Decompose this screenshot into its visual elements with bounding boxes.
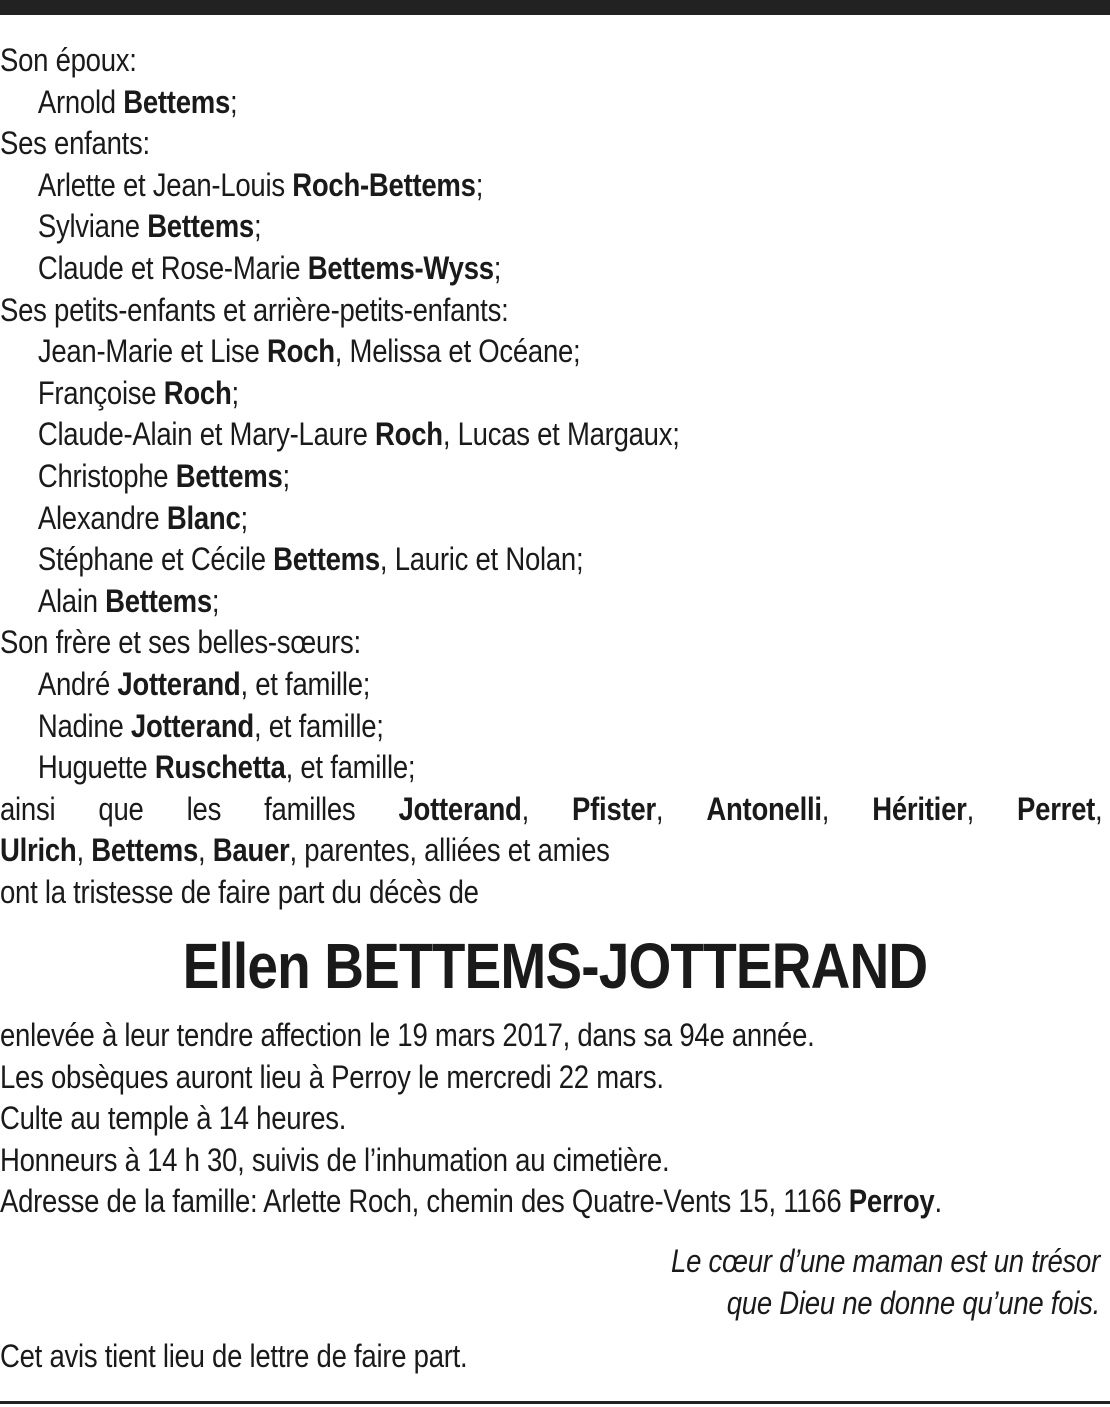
grandchild-after: ; xyxy=(211,582,220,619)
sibling-last: Jotterand xyxy=(130,707,254,744)
address-prefix: Adresse de la famille: Arlette Roch, chemin des Quatre-Vents 15, 1166 xyxy=(0,1183,849,1220)
grandchild-first: Stéphane et Cécile xyxy=(37,541,274,578)
address-town: Perroy xyxy=(848,1183,935,1220)
bottom-border-rule xyxy=(0,1401,1110,1404)
grandchild-first: Christophe xyxy=(37,457,176,494)
families-rest: , parentes, alliées et amies xyxy=(289,832,610,869)
closing-line: Cet avis tient lieu de lettre de faire part. xyxy=(0,1338,468,1374)
spouse-after: ; xyxy=(230,83,238,120)
grandchild-line xyxy=(0,498,949,540)
word: ainsi xyxy=(0,790,56,827)
child-last: Roch-Bettems xyxy=(292,166,476,203)
family-name-group: Jotterand, xyxy=(398,790,529,827)
spouse-first: Arnold xyxy=(37,83,124,120)
families-line-2: Ulrich, Bettems, Bauer, parentes, alliées et amies xyxy=(0,832,610,869)
family-name-group: Perret, xyxy=(1017,790,1103,827)
grandchild-line xyxy=(0,414,949,456)
sibling-first: Huguette xyxy=(37,749,155,786)
deceased-name-heading xyxy=(0,928,1110,1004)
child-first: Claude et Rose-Marie xyxy=(37,249,308,286)
grandchild-first: Alexandre xyxy=(37,499,167,536)
sibling-after: , et famille; xyxy=(240,665,371,702)
sibling-last: Ruschetta xyxy=(154,749,286,786)
spouse-last: Bettems xyxy=(123,83,231,120)
memorial-quote xyxy=(400,1240,1100,1324)
grandchild-after: ; xyxy=(282,457,290,494)
grandchild-last: Blanc xyxy=(166,499,241,536)
sibling-last: Jotterand xyxy=(117,665,241,702)
child-after: ; xyxy=(253,208,262,245)
grandchild-last: Bettems xyxy=(105,582,212,619)
siblings-heading: Son frère et ses belles-sœurs: xyxy=(0,624,361,661)
address-suffix: . xyxy=(934,1183,942,1220)
family-list xyxy=(0,40,1103,913)
sibling-line xyxy=(0,706,949,748)
family-name: Bettems xyxy=(91,832,199,869)
quote-line: Le cœur d’une maman est un trésor xyxy=(671,1243,1100,1279)
grandchild-last: Bettems xyxy=(175,457,283,494)
deceased-name: Ellen BETTEMS-JOTTERAND xyxy=(182,930,928,1002)
spouse-heading: Son époux: xyxy=(0,42,137,78)
grandchild-last: Roch xyxy=(163,374,232,411)
details-block xyxy=(0,1015,1103,1223)
grandchildren-heading: Ses petits-enfants et arrière-petits-enfants: xyxy=(0,291,509,328)
children-heading: Ses enfants: xyxy=(0,125,150,162)
family-name: Jotterand xyxy=(398,790,522,827)
family-name: Antonelli xyxy=(706,790,822,827)
details-line: Les obsèques auront lieu à Perroy le mercredi 22 mars. xyxy=(0,1058,664,1095)
family-name: Bauer xyxy=(212,832,290,869)
grandchild-last: Roch xyxy=(266,333,335,370)
families-line-1 xyxy=(0,789,1103,831)
grandchild-after: ; xyxy=(231,374,239,411)
sibling-first: André xyxy=(37,665,118,702)
child-first: Arlette et Jean-Louis xyxy=(37,166,293,203)
child-line xyxy=(0,165,949,207)
top-border-bar xyxy=(0,0,1110,15)
sibling-first: Nadine xyxy=(37,707,131,744)
details-line: Culte au temple à 14 heures. xyxy=(0,1100,347,1137)
grandchild-last: Roch xyxy=(375,416,443,453)
family-name-group: Héritier, xyxy=(872,790,974,827)
grandchild-line xyxy=(0,331,949,373)
child-after: ; xyxy=(493,249,502,286)
word: les xyxy=(186,790,222,827)
details-line: enlevée à leur tendre affection le 19 mars 2017, dans sa 94e année. xyxy=(0,1017,815,1053)
grandchild-first: Claude-Alain et Mary-Laure xyxy=(37,416,376,453)
announcement-line: ont la tristesse de faire part du décès de xyxy=(0,873,479,910)
family-name: Pfister xyxy=(572,790,656,827)
grandchild-after: ; xyxy=(240,499,248,536)
grandchild-last: Bettems xyxy=(273,541,380,578)
child-first: Sylviane xyxy=(37,208,148,245)
grandchild-line xyxy=(0,373,949,415)
word: familles xyxy=(264,790,356,827)
sibling-after: , et famille; xyxy=(253,707,384,744)
child-last: Bettems xyxy=(147,208,254,245)
family-name-group: Pfister, xyxy=(572,790,664,827)
family-name: Ulrich xyxy=(0,832,77,869)
sibling-line xyxy=(0,664,949,706)
family-name: Héritier xyxy=(872,790,967,827)
spouse-line xyxy=(0,82,949,124)
word: que xyxy=(98,790,144,827)
grandchild-line xyxy=(0,539,949,581)
grandchild-after: , Melissa et Océane; xyxy=(334,333,581,370)
sibling-line xyxy=(0,747,949,789)
grandchild-first: Jean-Marie et Lise xyxy=(37,333,267,370)
address-line xyxy=(0,1181,1103,1223)
grandchild-line xyxy=(0,456,949,498)
grandchild-first: Alain xyxy=(37,582,106,619)
child-line xyxy=(0,248,949,290)
family-name: Perret xyxy=(1017,790,1096,827)
quote-line: que Dieu ne donne qu’une fois. xyxy=(726,1285,1100,1321)
child-line xyxy=(0,206,949,248)
details-line: Honneurs à 14 h 30, suivis de l’inhumation au cimetière. xyxy=(0,1141,670,1178)
sibling-after: , et famille; xyxy=(285,749,416,786)
grandchild-after: , Lucas et Margaux; xyxy=(442,416,680,453)
child-after: ; xyxy=(475,166,484,203)
family-name-group: Antonelli, xyxy=(706,790,830,827)
grandchild-first: Françoise xyxy=(37,374,164,411)
grandchild-line xyxy=(0,581,949,623)
child-last: Bettems-Wyss xyxy=(307,249,494,286)
grandchild-after: , Lauric et Nolan; xyxy=(379,541,584,578)
